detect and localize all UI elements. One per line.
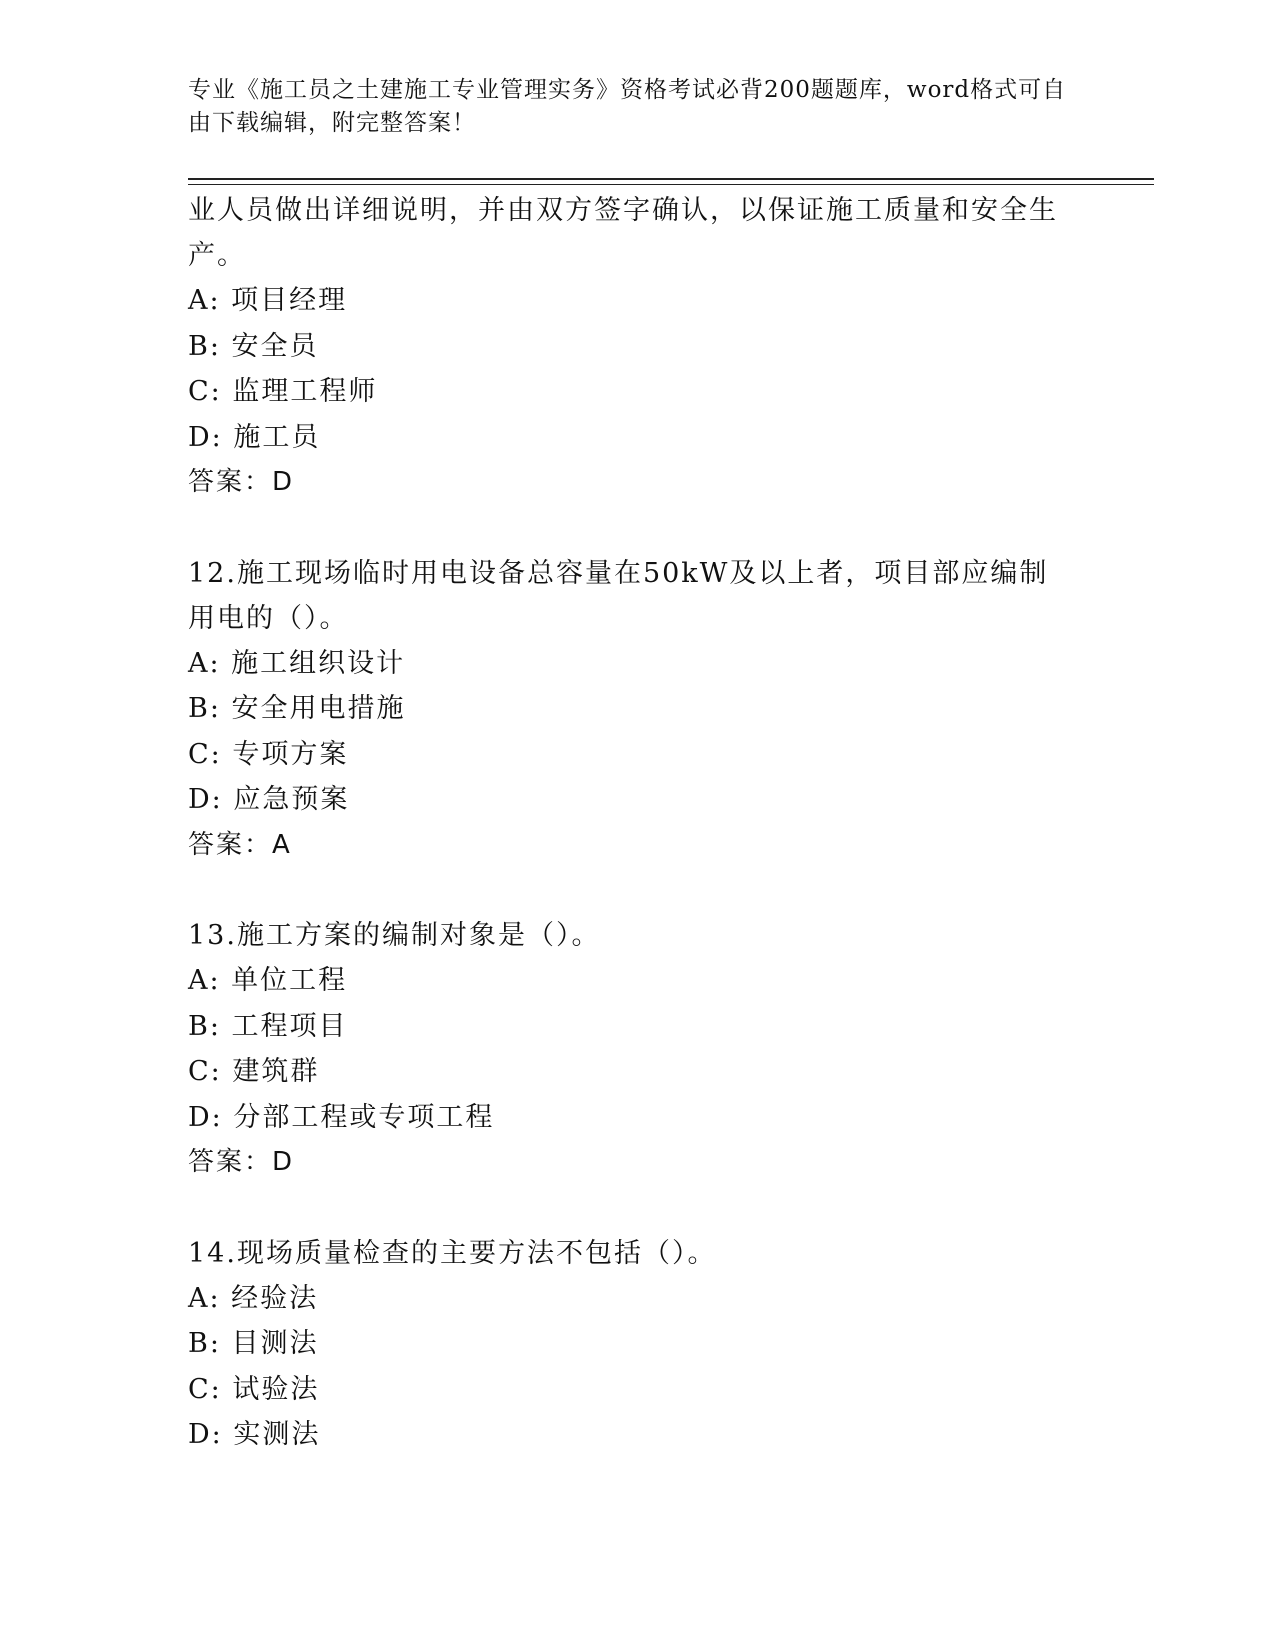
question-11-continuation bbox=[188, 188, 1068, 506]
option-a: A: 项目经理 bbox=[188, 285, 348, 316]
question-text: 14.现场质量检查的主要方法不包括（）。 bbox=[188, 1237, 717, 1269]
option-d: D: 分部工程或专项工程 bbox=[188, 1101, 495, 1133]
option-c: C: 监理工程师 bbox=[188, 376, 378, 407]
answer: 答案：A bbox=[188, 829, 292, 860]
option-c: C: 建筑群 bbox=[188, 1056, 320, 1087]
question-list bbox=[188, 188, 1068, 1458]
option-b: B: 目测法 bbox=[188, 1328, 319, 1359]
question-text: 13.施工方案的编制对象是（）。 bbox=[188, 920, 601, 951]
option-c: C: 专项方案 bbox=[188, 738, 349, 770]
question-text: 12.施工现场临时用电设备总容量在50kW及以上者，项目部应编制用电的（）。 bbox=[188, 557, 1049, 634]
document-header: 专业《施工员之土建施工专业管理实务》资格考试必背200题题库，word格式可自由下载编辑，附完整答案！ bbox=[188, 77, 1067, 136]
option-a: A: 单位工程 bbox=[188, 965, 348, 996]
option-a: A: 施工组织设计 bbox=[188, 647, 406, 679]
answer: 答案：D bbox=[188, 1147, 295, 1177]
option-b: B: 安全用电措施 bbox=[188, 693, 406, 724]
option-d: D: 应急预案 bbox=[188, 784, 350, 815]
option-c: C: 试验法 bbox=[188, 1373, 320, 1405]
option-b: B: 安全员 bbox=[188, 330, 319, 362]
option-a: A: 经验法 bbox=[188, 1282, 319, 1314]
question-text: 业人员做出详细说明，并由双方签字确认，以保证施工质量和安全生产。 bbox=[188, 195, 1058, 271]
option-b: B: 工程项目 bbox=[188, 1010, 348, 1042]
answer: 答案：D bbox=[188, 467, 295, 497]
question-13 bbox=[188, 913, 1068, 1186]
header-divider-thin bbox=[188, 184, 1154, 185]
header-divider bbox=[188, 178, 1154, 180]
option-d: D: 实测法 bbox=[188, 1419, 321, 1450]
question-14 bbox=[188, 1231, 1068, 1458]
question-12 bbox=[188, 551, 1068, 869]
option-d: D: 施工员 bbox=[188, 421, 321, 453]
